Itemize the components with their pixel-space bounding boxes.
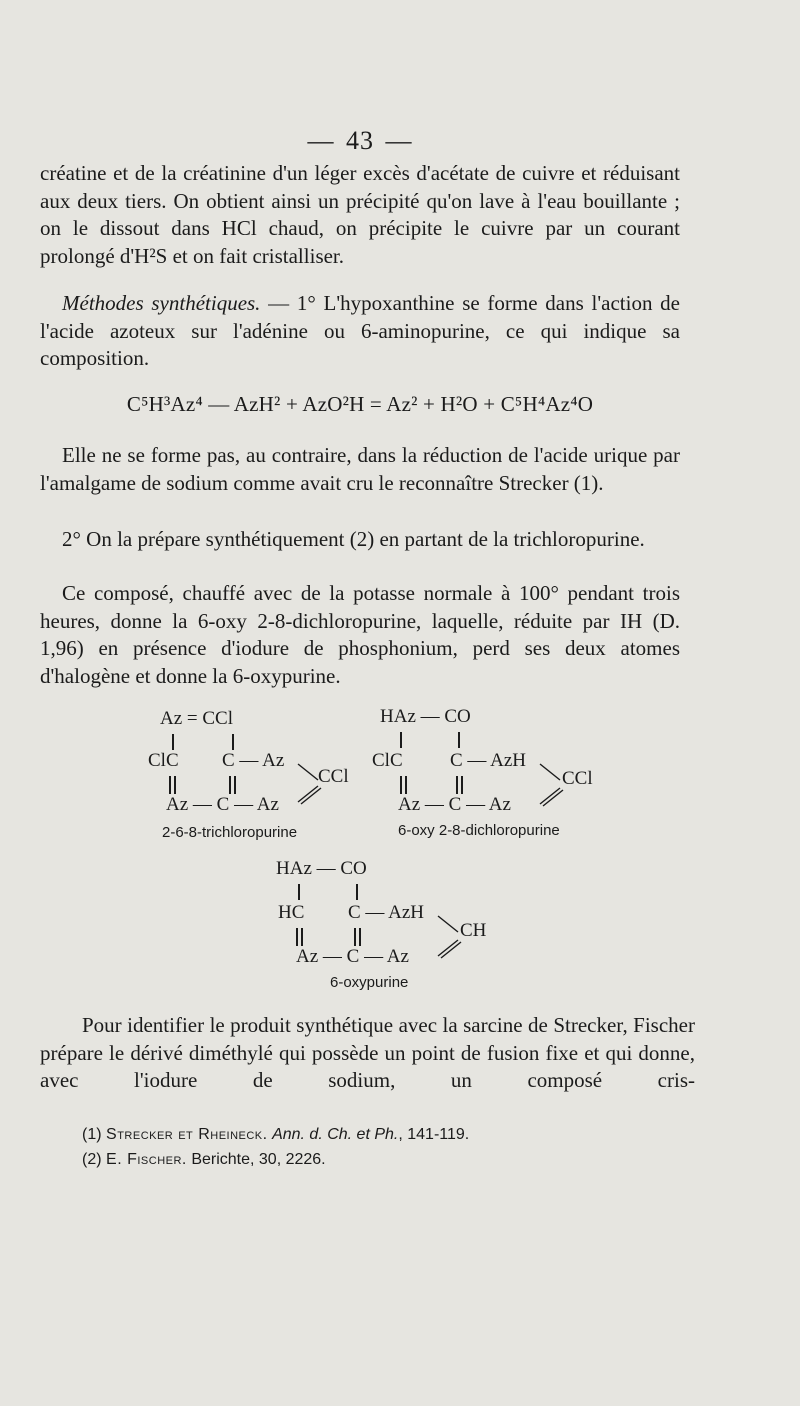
paragraph-6-text: Pour identifier le produit synthétique avec la sarcine de Strecker, Fischer prépare le dérivé diméthylé qui possède un point de fusion fixe et qui donne, avec l'iodure de sodium, un composé cris- xyxy=(40,1013,695,1092)
paragraph-5-text: Ce composé, chauffé avec de la potasse normale à 100° pendant trois heures, donne la 6-oxy 2-8-dichloropurine, laquelle, réduite par IH (D. 1,96) en présence d'iodure de phosphonium, perd ses deux atomes d'halogène et donne la 6-oxypurine. xyxy=(40,581,680,688)
double-bond xyxy=(359,928,361,946)
caption-oxy-dichloropurine: 6-oxy 2-8-dichloropurine xyxy=(398,822,560,839)
bridge-bonds xyxy=(296,758,326,808)
double-bond xyxy=(400,776,402,794)
page-number: — 43 — xyxy=(307,126,413,155)
footnote-1: (1) Strecker et Rheineck. Ann. d. Ch. et Ph., 141-119. xyxy=(82,1126,470,1143)
single-bond xyxy=(232,734,234,750)
methods-heading: Méthodes synthétiques. xyxy=(62,291,261,315)
caption-oxypurine: 6-oxypurine xyxy=(330,974,409,991)
bridge-bonds xyxy=(538,760,568,810)
structure-oxypurine: HAz — CO HC C — AzH CH Az — C — Az 6-oxypurine xyxy=(276,858,487,991)
single-bond xyxy=(172,734,174,750)
double-bond xyxy=(229,776,231,794)
single-bond xyxy=(400,732,402,748)
double-bond xyxy=(456,776,458,794)
double-bond xyxy=(234,776,236,794)
single-bond xyxy=(356,884,358,900)
bridge-bonds xyxy=(436,912,466,962)
double-bond xyxy=(354,928,356,946)
double-bond xyxy=(301,928,303,946)
structure-trichloropurine: Az = CCl ClC C — Az CCl Az — C — Az 2-6-8-trichloropurine xyxy=(148,708,349,841)
double-bond xyxy=(296,928,298,946)
structure-oxy-dichloropurine: HAz — CO ClC C — AzH CCl Az — C — Az 6-oxy 2-8-dichloropurine xyxy=(372,706,593,839)
paragraph-1 xyxy=(40,160,680,270)
double-bond xyxy=(174,776,176,794)
single-bond xyxy=(458,732,460,748)
double-bond xyxy=(169,776,171,794)
paragraph-3-text: Elle ne se forme pas, au contraire, dans la réduction de l'acide urique par l'amalgame de sodium comme avait cru le reconnaître Strecker (1). xyxy=(40,443,680,495)
paragraph-4-text: 2° On la prépare synthétiquement (2) en partant de la trichloropurine. xyxy=(62,527,645,551)
footnote-2: (2) E. Fischer. Berichte, 30, 2226. xyxy=(82,1151,326,1168)
paragraph-1-text: créatine et de la créatinine d'un léger excès d'acétate de cuivre et réduisant aux deux tiers. On obtient ainsi un précipité qu'on lave à l'eau bouillante ; on le dissout dans HCl chaud, on précipite le cuivre par un courant prolongé d'H²S et on fait cristalliser. xyxy=(40,161,680,268)
double-bond xyxy=(405,776,407,794)
caption-trichloropurine: 2-6-8-trichloropurine xyxy=(162,824,298,841)
paragraph-3 xyxy=(40,442,680,497)
paragraph-2 xyxy=(40,290,680,373)
chemical-equation: C⁵H³Az⁴ — AzH² + AzO²H = Az² + H²O + C⁵H⁴Az⁴O xyxy=(126,392,594,416)
paragraph-6 xyxy=(40,1012,695,1095)
single-bond xyxy=(298,884,300,900)
paragraph-2-text: — 1° L'hypoxanthine se forme dans l'action de l'acide azoteux sur l'adénine ou 6-aminopurine, ce qui indique sa composition. xyxy=(40,291,680,370)
paragraph-5 xyxy=(40,580,680,690)
double-bond xyxy=(461,776,463,794)
footnotes xyxy=(82,1122,702,1172)
paragraph-4 xyxy=(40,526,680,554)
